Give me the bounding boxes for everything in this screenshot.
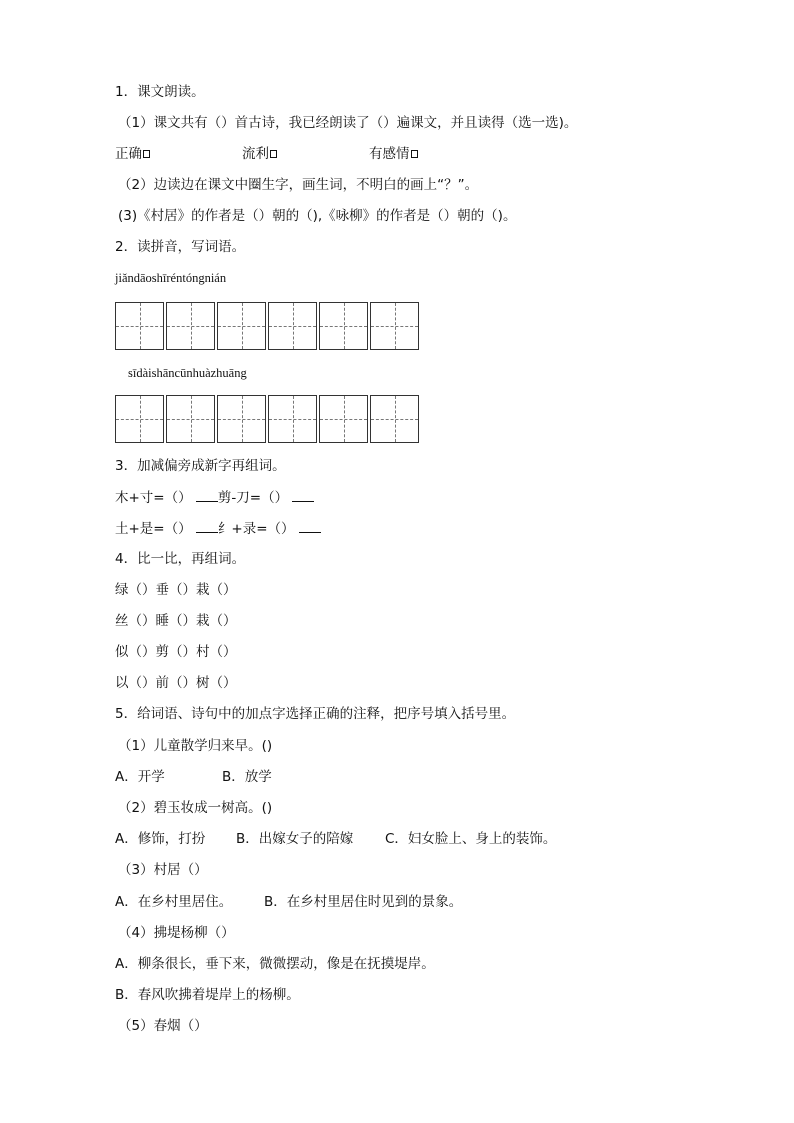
answer-blank[interactable] [196,518,218,533]
checkbox-icon[interactable] [270,150,277,158]
writing-grid-2 [115,395,421,443]
q5-3-option-b: B．在乡村里居住时见到的景象。 [264,894,463,910]
q1-sentence-1: （1）课文共有（）首古诗，我已经朗读了（）遍课文，并且读得（选一选)。 [118,115,578,131]
writing-cell[interactable] [370,395,419,443]
answer-blank[interactable] [196,487,218,502]
pinyin-line-1: jiǎndāoshīréntóngnián [115,271,227,285]
writing-cell[interactable] [115,395,164,443]
q2-title: 2．读拼音，写词语。 [115,239,246,255]
writing-cell[interactable] [166,302,215,350]
q5-item-5: （5）春烟（） [118,1018,208,1034]
q5-2-option-c: C．妇女脸上、身上的装饰。 [385,831,557,847]
writing-cell[interactable] [268,302,317,350]
q1-sentence-3: (3)《村居》的作者是（）朝的（),《咏柳》的作者是（）朝的（)。 [118,208,517,224]
q4-row: 丝（）睡（）栽（） [115,613,237,629]
q3-title: 3．加减偏旁成新字再组词。 [115,458,286,474]
q5-item-3: （3）村居（） [118,862,208,878]
answer-blank[interactable] [292,487,314,502]
q5-item-4: （4）拂堤杨柳（） [118,925,235,941]
writing-cell[interactable] [370,302,419,350]
q3-row-1: 木+寸=（） 剪-刀=（） [115,487,314,508]
q5-title: 5．给词语、诗句中的加点字选择正确的注释，把序号填入括号里。 [115,706,516,722]
answer-blank[interactable] [299,518,321,533]
q5-item-2: （2）碧玉妆成一树高。() [118,800,273,816]
option-fluent: 流利 [242,144,277,164]
writing-grid-1 [115,302,421,350]
checkbox-icon[interactable] [143,150,150,158]
q4-row: 似（）剪（）村（） [115,644,237,660]
option-correct: 正确 [115,144,150,164]
q5-1-option-a: A．开学 [115,769,165,785]
q5-item-1: （1）儿童散学归来早。() [118,738,273,754]
writing-cell[interactable] [319,302,368,350]
writing-cell[interactable] [319,395,368,443]
q5-4-option-a: A．柳条很长，垂下来，微微摆动，像是在抚摸堤岸。 [115,956,435,972]
writing-cell[interactable] [268,395,317,443]
q3-row-2: 土+是=（） 纟+录=（） [115,518,321,539]
q5-4-option-b: B．春风吹拂着堤岸上的杨柳。 [115,987,300,1003]
q5-2-option-a: A．修饰，打扮 [115,831,206,847]
writing-cell[interactable] [115,302,164,350]
pinyin-line-2: sīdàishāncūnhuàzhuāng [128,366,247,380]
option-emotion: 有感情 [369,144,418,164]
q5-3-option-a: A．在乡村里居住。 [115,894,233,910]
writing-cell[interactable] [166,395,215,443]
writing-cell[interactable] [217,302,266,350]
q4-title: 4．比一比，再组词。 [115,551,246,567]
writing-cell[interactable] [217,395,266,443]
q1-title: 1．课文朗读。 [115,84,205,100]
q5-1-option-b: B．放学 [222,769,272,785]
q1-sentence-2: （2）边读边在课文中圈生字，画生词，不明白的画上“？”。 [118,177,479,193]
q5-2-option-b: B．出嫁女子的陪嫁 [236,831,354,847]
q4-row: 绿（）垂（）栽（） [115,582,237,598]
q4-row: 以（）前（）树（） [115,675,237,691]
checkbox-icon[interactable] [411,150,418,158]
